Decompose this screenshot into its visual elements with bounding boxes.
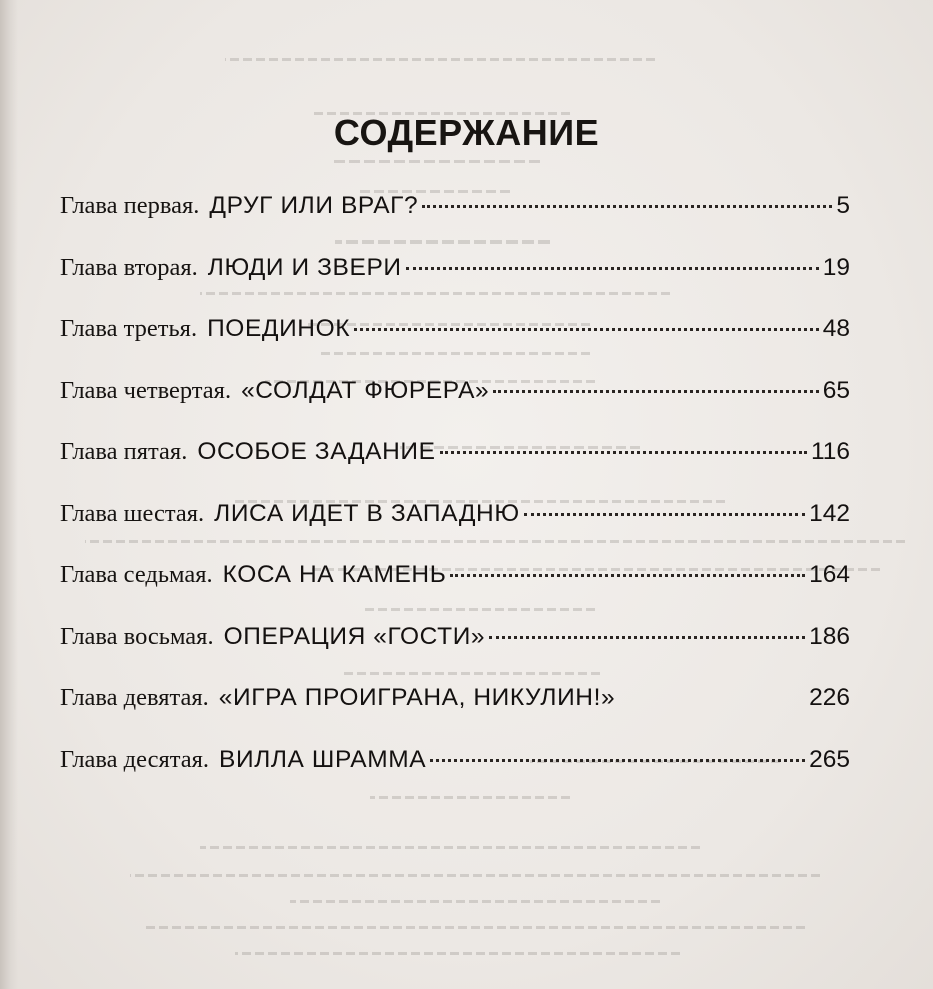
chapter-title: ВИЛЛА ШРАММА [219, 745, 427, 773]
chapter-label: Глава первая. [60, 192, 200, 219]
dot-leader [450, 574, 805, 577]
dot-leader [406, 267, 819, 270]
dot-leader [489, 636, 805, 639]
dot-leader [422, 205, 832, 208]
chapter-label: Глава пятая. [60, 438, 188, 465]
page-number: 5 [836, 192, 850, 219]
chapter-title: ПОЕДИНОК [207, 315, 351, 342]
chapter-label: Глава девятая. [60, 684, 209, 711]
page-number: 19 [822, 253, 850, 281]
dot-leader [354, 328, 819, 331]
table-of-contents [60, 192, 850, 807]
dot-leader [524, 513, 805, 516]
toc-entry [60, 377, 850, 439]
dot-leader [430, 759, 805, 762]
chapter-title: ЛИСА ИДЕТ В ЗАПАДНЮ [214, 499, 520, 527]
page-number: 48 [822, 315, 850, 342]
page-title: СОДЕРЖАНИЕ [333, 112, 600, 153]
dot-leader [493, 390, 818, 393]
toc-entry [60, 746, 850, 808]
page-number: 265 [809, 745, 850, 773]
page-number: 142 [809, 499, 850, 527]
chapter-label: Глава шестая. [60, 499, 205, 527]
toc-entry [60, 254, 850, 316]
chapter-title: ОПЕРАЦИЯ «ГОСТИ» [223, 622, 486, 650]
chapter-label: Глава десятая. [60, 745, 210, 773]
chapter-title: ЛЮДИ И ЗВЕРИ [207, 253, 402, 281]
toc-entry [60, 438, 850, 500]
page-number: 164 [809, 561, 850, 588]
chapter-label: Глава восьмая. [60, 622, 214, 650]
dot-leader [440, 451, 807, 454]
chapter-title: КОСА НА КАМЕНЬ [222, 561, 447, 588]
chapter-label: Глава третья. [60, 315, 198, 342]
toc-entry [60, 500, 850, 562]
chapter-label: Глава седьмая. [60, 561, 213, 588]
chapter-title: ОСОБОЕ ЗАДАНИЕ [197, 438, 436, 465]
chapter-label: Глава четвертая. [60, 376, 232, 404]
toc-entry [60, 315, 850, 377]
page-number: 186 [809, 622, 850, 650]
chapter-title: «СОЛДАТ ФЮРЕРА» [241, 376, 490, 404]
page-number: 116 [810, 438, 850, 465]
page-number: 65 [822, 376, 850, 404]
toc-entry [60, 192, 850, 254]
toc-entry [60, 561, 850, 623]
chapter-title: ДРУГ ИЛИ ВРАГ? [209, 192, 419, 219]
chapter-title: «ИГРА ПРОИГРАНА, НИКУЛИН!» [218, 684, 616, 711]
page-number: 226 [809, 684, 850, 711]
toc-entry [60, 684, 850, 746]
chapter-label: Глава вторая. [60, 253, 198, 281]
toc-entry [60, 623, 850, 685]
